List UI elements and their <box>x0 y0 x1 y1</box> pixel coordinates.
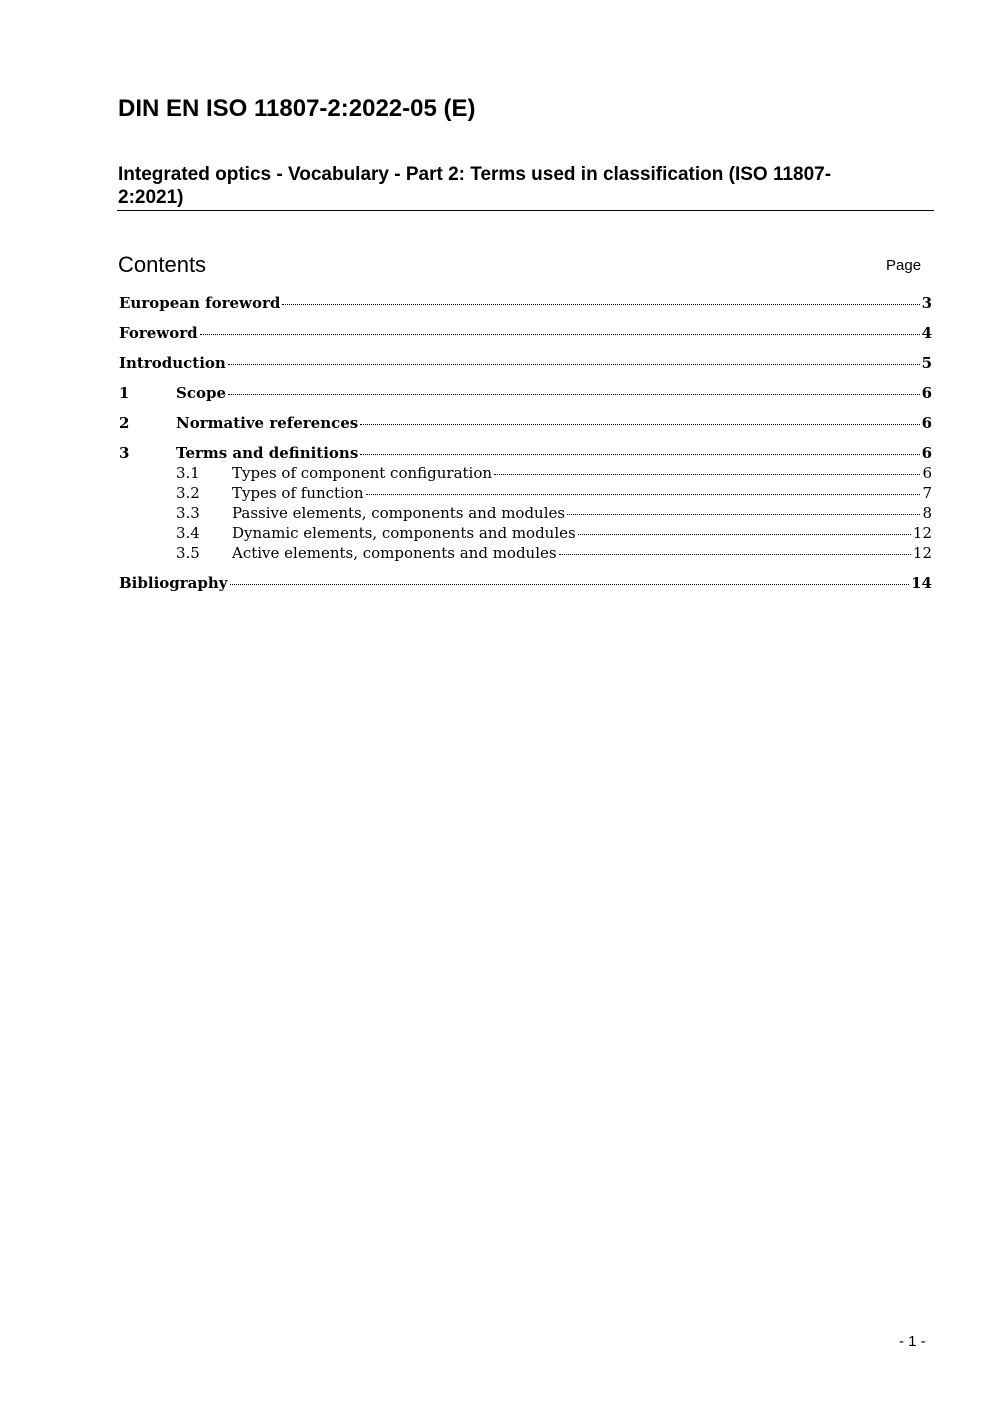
document-title: DIN EN ISO 11807-2:2022-05 (E) <box>118 95 476 122</box>
table-of-contents <box>119 293 932 593</box>
toc-entry-page: 6 <box>921 384 932 402</box>
toc-entry-title: Dynamic elements, components and modules <box>232 524 576 542</box>
toc-entry-title: Bibliography <box>119 574 228 592</box>
toc-entry-number: 3 <box>119 444 130 462</box>
toc-entry-european-foreword[interactable] <box>119 293 932 313</box>
toc-entry-page: 12 <box>912 544 932 562</box>
page-column-heading: Page <box>886 257 922 274</box>
toc-entry-number: 1 <box>119 384 130 402</box>
toc-entry-page: 12 <box>912 524 932 542</box>
toc-entry-introduction[interactable] <box>119 353 932 373</box>
dot-leader <box>360 454 919 455</box>
toc-entry-component-configuration[interactable] <box>119 463 932 483</box>
toc-entry-number: 3.4 <box>176 524 200 542</box>
toc-entry-title: Scope <box>176 384 227 402</box>
toc-entry-passive-elements[interactable] <box>119 503 932 523</box>
toc-entry-page: 14 <box>911 574 932 592</box>
dot-leader <box>366 494 921 495</box>
toc-entry-title: Passive elements, components and modules <box>232 504 566 522</box>
toc-entry-page: 8 <box>922 504 932 522</box>
toc-entry-title: Active elements, components and modules <box>232 544 557 562</box>
toc-entry-terms-and-definitions[interactable] <box>119 443 932 463</box>
document-subtitle: Integrated optics - Vocabulary - Part 2: Terms used in classification (ISO 11807-2:2021) <box>118 164 832 208</box>
dot-leader <box>567 514 920 515</box>
page-number: - 1 - <box>899 1333 926 1350</box>
toc-entry-page: 6 <box>921 444 932 462</box>
toc-entry-normative-references[interactable] <box>119 413 932 433</box>
dot-leader <box>559 554 911 555</box>
toc-entry-foreword[interactable] <box>119 323 932 343</box>
toc-entry-number: 2 <box>119 414 130 432</box>
toc-entry-title: Types of component configuration <box>232 464 493 482</box>
toc-entry-bibliography[interactable] <box>119 573 932 593</box>
toc-entry-dynamic-elements[interactable] <box>119 523 932 543</box>
dot-leader <box>578 534 911 535</box>
dot-leader <box>228 364 920 365</box>
dot-leader <box>360 424 919 425</box>
contents-heading: Contents <box>118 252 207 277</box>
dot-leader <box>200 334 920 335</box>
toc-entry-page: 6 <box>922 464 932 482</box>
title-divider <box>117 210 934 211</box>
toc-entry-page: 4 <box>921 324 932 342</box>
toc-entry-title: Terms and definitions <box>176 444 359 462</box>
toc-entry-number: 3.3 <box>176 504 200 522</box>
toc-entry-number: 3.1 <box>176 464 200 482</box>
toc-entry-number: 3.5 <box>176 544 200 562</box>
toc-entry-types-of-function[interactable] <box>119 483 932 503</box>
toc-entry-page: 5 <box>921 354 932 372</box>
dot-leader <box>228 394 920 395</box>
toc-entry-page: 6 <box>921 414 932 432</box>
toc-entry-page: 3 <box>921 294 932 312</box>
toc-entry-active-elements[interactable] <box>119 543 932 563</box>
toc-entry-title: Introduction <box>119 354 226 372</box>
dot-leader <box>494 474 920 475</box>
toc-entry-scope[interactable] <box>119 383 932 403</box>
toc-entry-title: Types of function <box>232 484 364 502</box>
dot-leader <box>282 304 919 305</box>
toc-entry-title: Normative references <box>176 414 359 432</box>
toc-entry-title: European foreword <box>119 294 281 312</box>
toc-entry-number: 3.2 <box>176 484 200 502</box>
toc-entry-page: 7 <box>922 484 932 502</box>
toc-entry-title: Foreword <box>119 324 198 342</box>
dot-leader <box>230 584 910 585</box>
